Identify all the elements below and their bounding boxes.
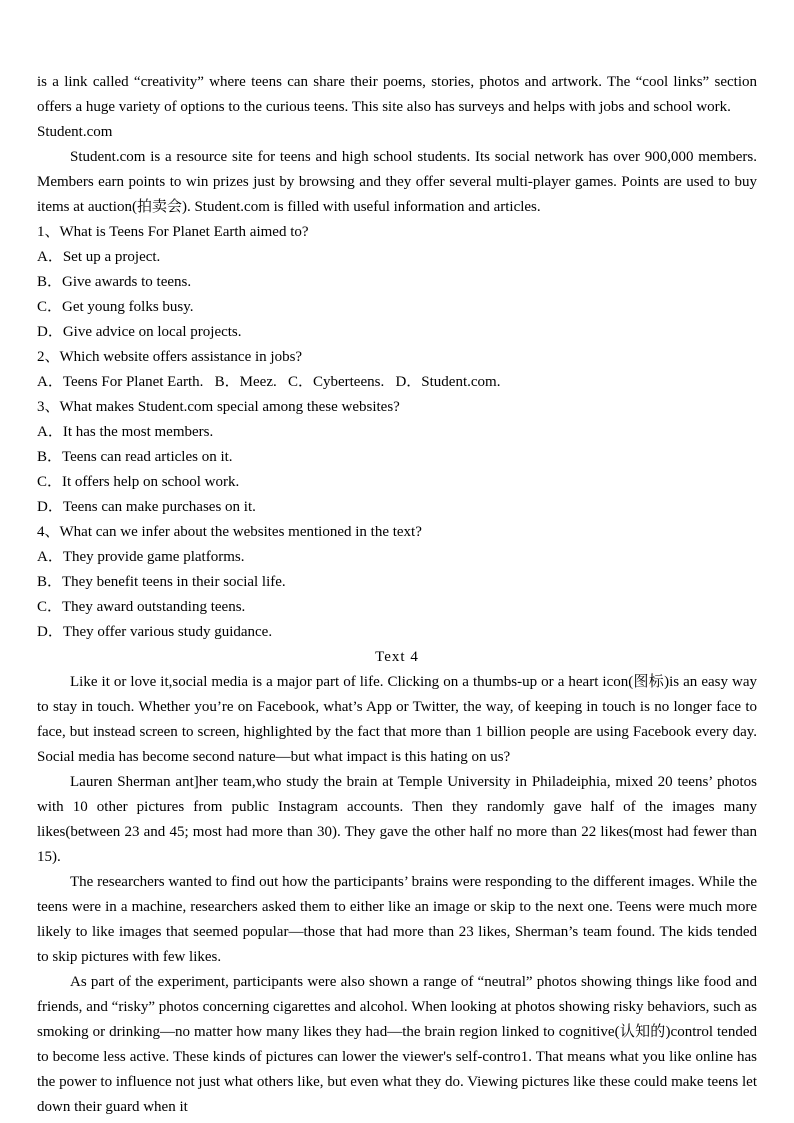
paragraph: Lauren Sherman ant]her team,who study the brain at Temple University in Philadeiphia, mixed 20 teens’ photos with 10 other pictures from public Instagram accounts. Then they randomly gave half of the images many likes(between 23 and 45; most had more than 30). They gave the other half no more than 22 likes(most had fewer than 15). [37,774,757,865]
option-line: C．Get young folks busy. [37,299,194,315]
subheading-line: Student.com [37,124,113,140]
paragraph: Student.com is a resource site for teens and high school students. Its social network has over 900,000 members. Members earn points to win prizes just by browsing and they offer several multi-player games. Points are used to buy items at auction(拍卖会). Student.com is filled with useful information and articles. [37,149,757,215]
option-line: B．They benefit teens in their social life. [37,574,286,590]
option-line: A．It has the most members. [37,424,214,440]
paragraph: Like it or love it,social media is a major part of life. Clicking on a thumbs-up or a heart icon(图标)is an easy way to stay in touch. Whether you’re on Facebook, what’s App or Twitter, the way, of keeping in touch is no longer face to face, but instead screen to screen, highlighted by the fact that more than 1 billion people are using Facebook every day. Social media has become second nature—but what impact is this hating on us? [37,674,757,765]
option-line: A．Set up a project. [37,249,161,265]
option-line: D．Give advice on local projects. [37,324,242,340]
paragraph: The researchers wanted to find out how the participants’ brains were responding to the different images. While the teens were in a machine, researchers asked them to either like an image or skip to the next one. Teens were much more likely to like images that seemed popular—those that had more than 23 likes, Sherman’s team found. The kids tended to skip pictures with few likes. [37,874,757,965]
option-line: D．Teens can make purchases on it. [37,499,256,515]
option-line: A．They provide game platforms. [37,549,245,565]
question-line: 1、What is Teens For Planet Earth aimed to? [37,224,309,240]
paragraph: is a link called “creativity” where teens can share their poems, stories, photos and artwork. The “cool links” section offers a huge variety of options to the curious teens. This site also has surveys and helps with jobs and school work. [37,74,757,115]
option-line: C．They award outstanding teens. [37,599,246,615]
option-line: A．Teens For Planet Earth. B．Meez. C．Cyberteens. D．Student.com. [37,374,501,390]
option-line: D．They offer various study guidance. [37,624,273,640]
option-line: C．It offers help on school work. [37,474,240,490]
document-body [37,70,757,1120]
option-line: B．Give awards to teens. [37,274,192,290]
paragraph: As part of the experiment, participants were also shown a range of “neutral” photos showing things like food and friends, and “risky” photos concerning cigarettes and alcohol. When looking at photos showing risky behaviors, such as smoking or drinking—no matter how many likes they had—the brain region linked to cognitive(认知的)control tended to become less active. These kinds of pictures can lower the viewer's self-contro1. That means what you like online has the power to influence not just what others like, but even what they do. Viewing pictures like these could make teens let down their guard when it [37,974,757,1115]
section-heading: Text 4 [375,649,419,665]
question-line: 3、What makes Student.com special among these websites? [37,399,400,415]
question-line: 2、Which website offers assistance in jobs? [37,349,303,365]
option-line: B．Teens can read articles on it. [37,449,233,465]
question-line: 4、What can we infer about the websites mentioned in the text? [37,524,422,540]
